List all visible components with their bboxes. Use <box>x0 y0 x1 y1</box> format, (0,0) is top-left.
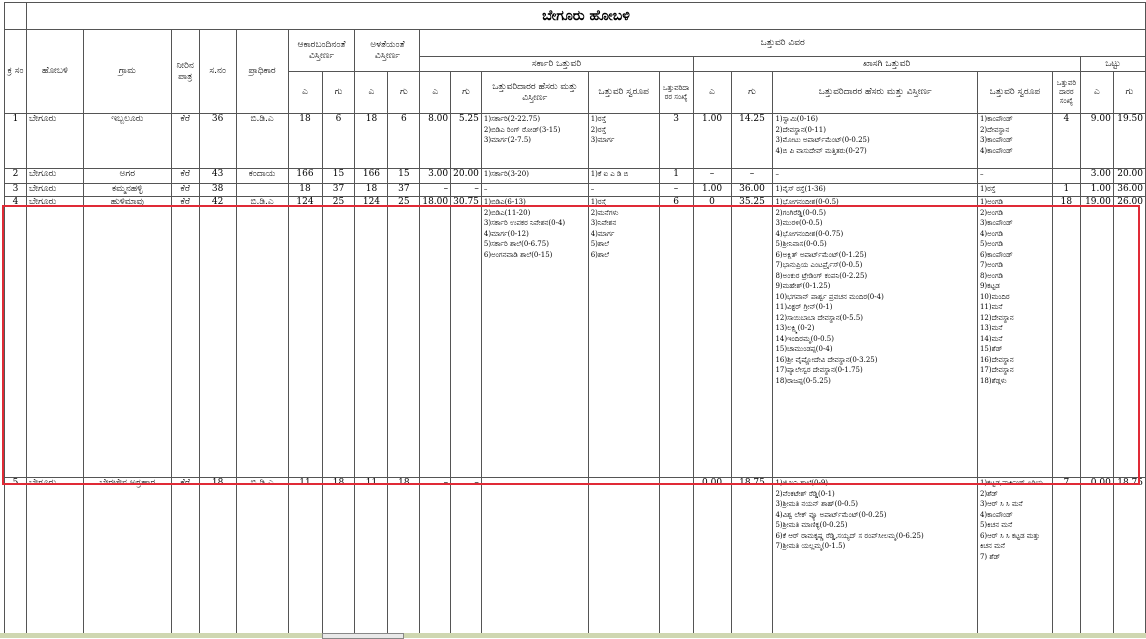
cell-govt-owners: – <box>481 478 588 638</box>
sheet-tab[interactable] <box>322 633 404 639</box>
cell-al-gunta: 15 <box>388 169 420 184</box>
cell-pvt-count: 4 <box>1052 114 1080 169</box>
cell-survey-no: 38 <box>199 184 236 197</box>
col-ak-acre: ಎ <box>288 72 322 114</box>
cell-total-acre: 0.00 <box>1080 478 1113 638</box>
col-authority: ಪ್ರಾಧಿಕಾರ <box>236 30 288 114</box>
cell-pvt-acre: 1.00 <box>693 184 731 197</box>
cell-govt-acre: 8.00 <box>420 114 451 169</box>
cell-water-body: ಕೆರೆ <box>171 169 199 184</box>
cell-water-body: ಕೆರೆ <box>171 184 199 197</box>
cell-govt-count <box>659 478 693 638</box>
col-pvt-acre: ಎ <box>693 72 731 114</box>
cell-govt-gunta: 5.25 <box>451 114 482 169</box>
col-govt-nature: ಒತ್ತುವರಿ ಸ್ವರೂಪ <box>588 72 659 114</box>
cell-al-acre: 18 <box>355 184 388 197</box>
cell-pvt-acre: 0 <box>693 197 731 478</box>
cell-pvt-owners: 1)ಸ್ವಾಮಿ(0-16) 2)ದೇವಸ್ಥಾನ(0-11) 3)ಮೋಟು ಅಪಾರ್ಟ್‌ಮೆಂಟ್(0-0.25) 4)ಬಿ ಪಿ ವಾಸುದೇವ್ ಮತ್ತಿತರು(0-27) <box>773 114 978 169</box>
table-row <box>5 197 1146 478</box>
col-govt-count: ಒತ್ತುವರಿದಾ ರರ ಸಂಖ್ಯೆ <box>659 72 693 114</box>
cell-govt-owners: 1)ಸರ್ಕಾರಿ(2-22.75) 2)ಬಿಡಿಎ ರಿಂಗ್ ರೋಡ್(3-15) 3)ಮಾರ್ಗ(2-7.5) <box>481 114 588 169</box>
cell-govt-count: 6 <box>659 197 693 478</box>
cell-govt-acre: – <box>420 478 451 638</box>
cell-govt-owners: – <box>481 184 588 197</box>
cell-govt-acre: 18.00 <box>420 197 451 478</box>
cell-ak-acre: 18 <box>288 184 322 197</box>
cell-village: ಇಬ್ಬಲೂರು <box>83 114 171 169</box>
cell-govt-nature: 1)ರಸ್ತೆ 2)ಮನೆಗಳು 3)ನಿವೇಶನ 4)ಮಾರ್ಗ 5)ಶಾಲೆ 6)ಶಾಲೆ <box>588 197 659 478</box>
col-private-encroachment: ಖಾಸಗಿ ಒತ್ತುವರಿ <box>693 57 1080 72</box>
cell-total-gunta: 19.50 <box>1113 114 1145 169</box>
table-row <box>5 184 1146 197</box>
cell-pvt-gunta: 18.75 <box>731 478 773 638</box>
cell-water-body: ಕೆರೆ <box>171 197 199 478</box>
cell-ak-gunta: 15 <box>322 169 355 184</box>
cell-pvt-gunta: 36.00 <box>731 184 773 197</box>
cell-survey-no: 43 <box>199 169 236 184</box>
cell-total-acre: 19.00 <box>1080 197 1113 478</box>
cell-ak-acre: 11 <box>288 478 322 638</box>
cell-govt-count: – <box>659 184 693 197</box>
cell-total-gunta: 26.00 <box>1113 197 1145 478</box>
cell-survey-no: 18 <box>199 478 236 638</box>
cell-pvt-nature: 1)ರಸ್ತೆ <box>977 184 1052 197</box>
cell-pvt-owners: 1)ಭೋಗನಂದೀಶ(0-0.5) 2)ಗಂಗಿರೆಡ್ಡಿ(0-0.5) 3)ಮುರಳಿ(0-0.5) 4)ಭೋಗನಂದೀಶ(0-0.75) 5)ಶ್ರೀನಿವಾಸ(0-0.5) 6)ಅಕ್ಷಿತ್ ಅಪಾರ್ಟ್‌ಮೆಂಟ್(0-1.25) 7)ಭಾನುಪ್ರಿಯ ಎಂಟರ್ಪ್ರೈಸ್(0-0.5) 8)ಅಂಕುರ ಟ್ರೇಡಿಂಗ್ ಕಂಪನಿ(0-2.25) 9)ಮಹೇಶ್(0-1.25) 10)ಭಗವಾನ್ ಪಾರ್ಶ್ವ ಪ್ರವಚನ ಮಂದಿರ(0-4) 11)ವಿಕ್ಟರ್ ಗ್ರೀನ್(0-1) 12)ಸಾಯಿಬಾಬಾ ದೇವಸ್ಥಾನ(0-5.5) 13)ಲಕ್ಷ್ಮಿ(0-2) 14)ಇಂದಿರಮ್ಮ(0-0.5) 15)ಚಾಮುಂಡಪ್ಪ(0-4) 16)ಶ್ರೀ ವೈಷ್ಣೋದೇವಿ ದೇವಸ್ಥಾನ(0-3.25) 17)ಪ್ಯಾಲೇಸ್ವರ ದೇವಸ್ಥಾನ(0-1.75) 18)ರಾಜಪ್ಪ(0-5.25) <box>773 197 978 478</box>
col-measured-area: ಅಳತೆಯಂತೆ ವಿಸ್ತೀರ್ಣ <box>355 30 420 72</box>
cell-serial-no: 3 <box>5 184 27 197</box>
col-total-gunta: ಗು <box>1113 72 1145 114</box>
cell-total-gunta: 36.00 <box>1113 184 1145 197</box>
cell-govt-owners: 1)ಬಿಡಿಎ(6-13) 2)ಬಿಡಿಎ(11-20) 3)ಸರ್ಕಾರಿ ಉಪಕರ ನಿವೇಶನ(0-4) 4)ಮಾರ್ಗ(0-12) 5)ಸರ್ಕಾರಿ ಶಾಲೆ(0-6.75) 6)ಅಂಗನವಾಡಿ ಶಾಲೆ(0-15) <box>481 197 588 478</box>
cell-govt-owners: 1)ಸರ್ಕಾರಿ(3-20) <box>481 169 588 184</box>
page-title: ಬೇಗೂರು ಹೋಬಳಿ <box>26 3 1145 30</box>
cell-al-gunta: 6 <box>388 114 420 169</box>
col-pvt-count: ಒತ್ತುವರಿ ದಾರರ ಸಂಖ್ಯೆ <box>1052 72 1080 114</box>
cell-hobali: ಬೇಗೂರು <box>26 197 83 478</box>
cell-al-acre: 166 <box>355 169 388 184</box>
col-hobali: ಹೋಬಳಿ <box>26 30 83 114</box>
cell-govt-gunta: 30.75 <box>451 197 482 478</box>
cell-govt-nature: 1)ರಸ್ತೆ 2)ರಸ್ತೆ 3)ಮಾರ್ಗ <box>588 114 659 169</box>
cell-al-acre: 11 <box>355 478 388 638</box>
col-total: ಒಟ್ಟು <box>1080 57 1145 72</box>
cell-pvt-count: 1 <box>1052 184 1080 197</box>
cell-ak-gunta: 6 <box>322 114 355 169</box>
col-ak-gunta: ಗು <box>322 72 355 114</box>
cell-govt-gunta: – <box>451 184 482 197</box>
cell-total-acre: 1.00 <box>1080 184 1113 197</box>
cell-al-acre: 18 <box>355 114 388 169</box>
cell-pvt-count: 18 <box>1052 197 1080 478</box>
cell-authority <box>236 184 288 197</box>
cell-al-gunta: 25 <box>388 197 420 478</box>
cell-pvt-gunta: 35.25 <box>731 197 773 478</box>
cell-pvt-count: 7 <box>1052 478 1080 638</box>
cell-serial-no: 4 <box>5 197 27 478</box>
cell-pvt-nature: 1)ಕಟ್ಟಡ,ಪಾರ್ಕಿಂಗ್ ಏರಿಯ 2)ಶೆಡ್ 3)ಆರ್ ಸಿ ಸಿ ಮನೆ 4)ಕಾಂಪೌಂಡ್ 5)ಕಿಚನ ಮನೆ 6)ಆರ್ ಸಿ ಸಿ ಕಟ್ಟಡ ಮತ್ತು ಕಿಚನ ಮನೆ 7) ಶೆಡ್ <box>977 478 1052 638</box>
cell-govt-nature: 1)ಕೆ ಐ ಎ ಡಿ ಬಿ <box>588 169 659 184</box>
cell-total-gunta: 20.00 <box>1113 169 1145 184</box>
cell-authority: ಬಿ.ಡಿ.ಎ <box>236 114 288 169</box>
cell-govt-count: 3 <box>659 114 693 169</box>
cell-survey-no: 36 <box>199 114 236 169</box>
col-govt-acre: ಎ <box>420 72 451 114</box>
cell-govt-nature: – <box>588 184 659 197</box>
cell-pvt-count <box>1052 169 1080 184</box>
cell-pvt-nature: – <box>977 169 1052 184</box>
cell-hobali: ಬೇಗೂರು <box>26 114 83 169</box>
cell-authority: ಬಿ.ಡಿ.ಎ <box>236 478 288 638</box>
cell-authority: ಕಂದಾಯ <box>236 169 288 184</box>
cell-govt-gunta: – <box>451 478 482 638</box>
col-al-acre: ಎ <box>355 72 388 114</box>
col-survey-no: ಸ.ನಂ <box>199 30 236 114</box>
cell-pvt-nature: 1)ಕಾಂಪೌಂಡ್ 2)ದೇವಸ್ಥಾನ 3)ಕಾಂಪೌಂಡ್ 4)ಕಾಂಪೌಂಡ್ <box>977 114 1052 169</box>
table-row <box>5 169 1146 184</box>
col-akarabandi-area: ಆಕಾರಬಂದಿನಂತೆ ವಿಸ್ತೀರ್ಣ <box>288 30 355 72</box>
cell-govt-count: 1 <box>659 169 693 184</box>
cell-water-body: ಕೆರೆ <box>171 114 199 169</box>
cell-al-gunta: 37 <box>388 184 420 197</box>
cell-pvt-nature: 1)ಅಂಗಡಿ 2)ಅಂಗಡಿ 3)ಕಾಂಪೌಂಡ್ 4)ಅಂಗಡಿ 5)ಅಂಗಡಿ 6)ಕಾಂಪೌಂಡ್ 7)ಅಂಗಡಿ 8)ಅಂಗಡಿ 9)ಕಟ್ಟಡ 10)ಮಂದಿರ 11)ಮನೆ 12)ದೇವಸ್ಥಾನ 13)ಮನೆ 14)ಮನೆ 15)ಶೆಡ್ 16)ದೇವಸ್ಥಾನ 17)ದೇವಸ್ಥಾನ 18)ಶೆಡ್ಗಳು <box>977 197 1052 478</box>
cell-village: ಅಗರ <box>83 169 171 184</box>
cell-survey-no: 42 <box>199 197 236 478</box>
cell-total-acre: 9.00 <box>1080 114 1113 169</box>
col-pvt-owner: ಒತ್ತುವರಿದಾರರ ಹೆಸರು ಮತ್ತು ವಿಸ್ತೀರ್ಣ <box>773 72 978 114</box>
cell-govt-nature: – <box>588 478 659 638</box>
cell-village: ಕಮ್ಮನಹಳ್ಳಿ <box>83 184 171 197</box>
cell-ak-gunta: 37 <box>322 184 355 197</box>
cell-pvt-acre: 1.00 <box>693 114 731 169</box>
cell-pvt-owners: 1)ನೈಸ್ ರಸ್ತೆ(1-36) <box>773 184 978 197</box>
cell-total-acre: 3.00 <box>1080 169 1113 184</box>
cell-authority: ಬಿ.ಡಿ.ಎ <box>236 197 288 478</box>
cell-village: ಹುಳಿಮಾವು <box>83 197 171 478</box>
cell-govt-gunta: 20.00 <box>451 169 482 184</box>
col-govt-owner: ಒತ್ತುವರಿದಾರರ ಹೆಸರು ಮತ್ತು ವಿಸ್ತೀರ್ಣ <box>481 72 588 114</box>
cell-serial-no: 5 <box>5 478 27 638</box>
cell-serial-no: 1 <box>5 114 27 169</box>
col-pvt-nature: ಒತ್ತುವರಿ ಸ್ವರೂಪ <box>977 72 1052 114</box>
col-govt-gunta: ಗು <box>451 72 482 114</box>
cell-pvt-acre: 0.00 <box>693 478 731 638</box>
cell-govt-acre: 3.00 <box>420 169 451 184</box>
cell-hobali: ಬೇಗೂರು <box>26 169 83 184</box>
cell-pvt-owners: – <box>773 169 978 184</box>
col-al-gunta: ಗು <box>388 72 420 114</box>
cell-hobali: ಬೇಗೂರು <box>26 184 83 197</box>
cell-ak-gunta: 18 <box>322 478 355 638</box>
cell-hobali: ಬೇಗೂರು <box>26 478 83 638</box>
col-govt-encroachment: ಸರ್ಕಾರಿ ಒತ್ತುವರಿ <box>420 57 693 72</box>
col-encroachment-details: ಒತ್ತುವರಿ ವಿವರ <box>420 30 1146 57</box>
cell-govt-acre: – <box>420 184 451 197</box>
cell-ak-acre: 18 <box>288 114 322 169</box>
cell-ak-acre: 166 <box>288 169 322 184</box>
cell-ak-acre: 124 <box>288 197 322 478</box>
cell-pvt-gunta: 14.25 <box>731 114 773 169</box>
table-row <box>5 478 1146 638</box>
cell-pvt-acre: – <box>693 169 731 184</box>
corner-cell <box>5 3 27 30</box>
table-row <box>5 114 1146 169</box>
cell-water-body: ಕೆರೆ <box>171 478 199 638</box>
cell-village: ಬೇರಟೇನ ಅಗ್ರಹಾರ <box>83 478 171 638</box>
cell-pvt-owners: 1)ಜಿಮಿನಿ ಶಾಲೆ(0-9) 2)ವೆಂಕಟೇಶ್ ರೆಡ್ಡಿ(0-1) 3)ಶ್ರೀಮತಿ ನಯನ್ ಶಾಹ್(0-0.5) 4)ವಿಶ್ವ ಲೇಕ್ ವ್ಯೂ ಅಪಾರ್ಟ್‌ಮೆಂಟ್(0-0.25) 5)ಶ್ರೀಮತಿ ಮಾಣಿಕ್ಯ(0-0.25) 6)ಕೆ ಆರ್ ರಾಮಕೃಷ್ಣ ರೆಡ್ಡಿ,ಸಯ್ಯದ್ ಸ ರಂಪ್‌ಸೀಲಮ್ಮ(0-6.25) 7)ಶ್ರೀಮತಿ ಯಲ್ಲಮ್ಮ(0-1.5) <box>773 478 978 638</box>
col-village: ಗ್ರಾಮ <box>83 30 171 114</box>
col-serial-no: ಕ್ರ ಸಂ <box>5 30 27 114</box>
cell-al-acre: 124 <box>355 197 388 478</box>
col-total-acre: ಎ <box>1080 72 1113 114</box>
col-water-body: ನೀರಿನ ಪಾತ್ರ <box>171 30 199 114</box>
cell-al-gunta: 18 <box>388 478 420 638</box>
cell-ak-gunta: 25 <box>322 197 355 478</box>
col-pvt-gunta: ಗು <box>731 72 773 114</box>
cell-serial-no: 2 <box>5 169 27 184</box>
encroachment-table <box>4 2 1146 638</box>
cell-total-gunta: 18.75 <box>1113 478 1145 638</box>
cell-pvt-gunta: – <box>731 169 773 184</box>
sheet-tab-bar <box>0 633 1146 638</box>
